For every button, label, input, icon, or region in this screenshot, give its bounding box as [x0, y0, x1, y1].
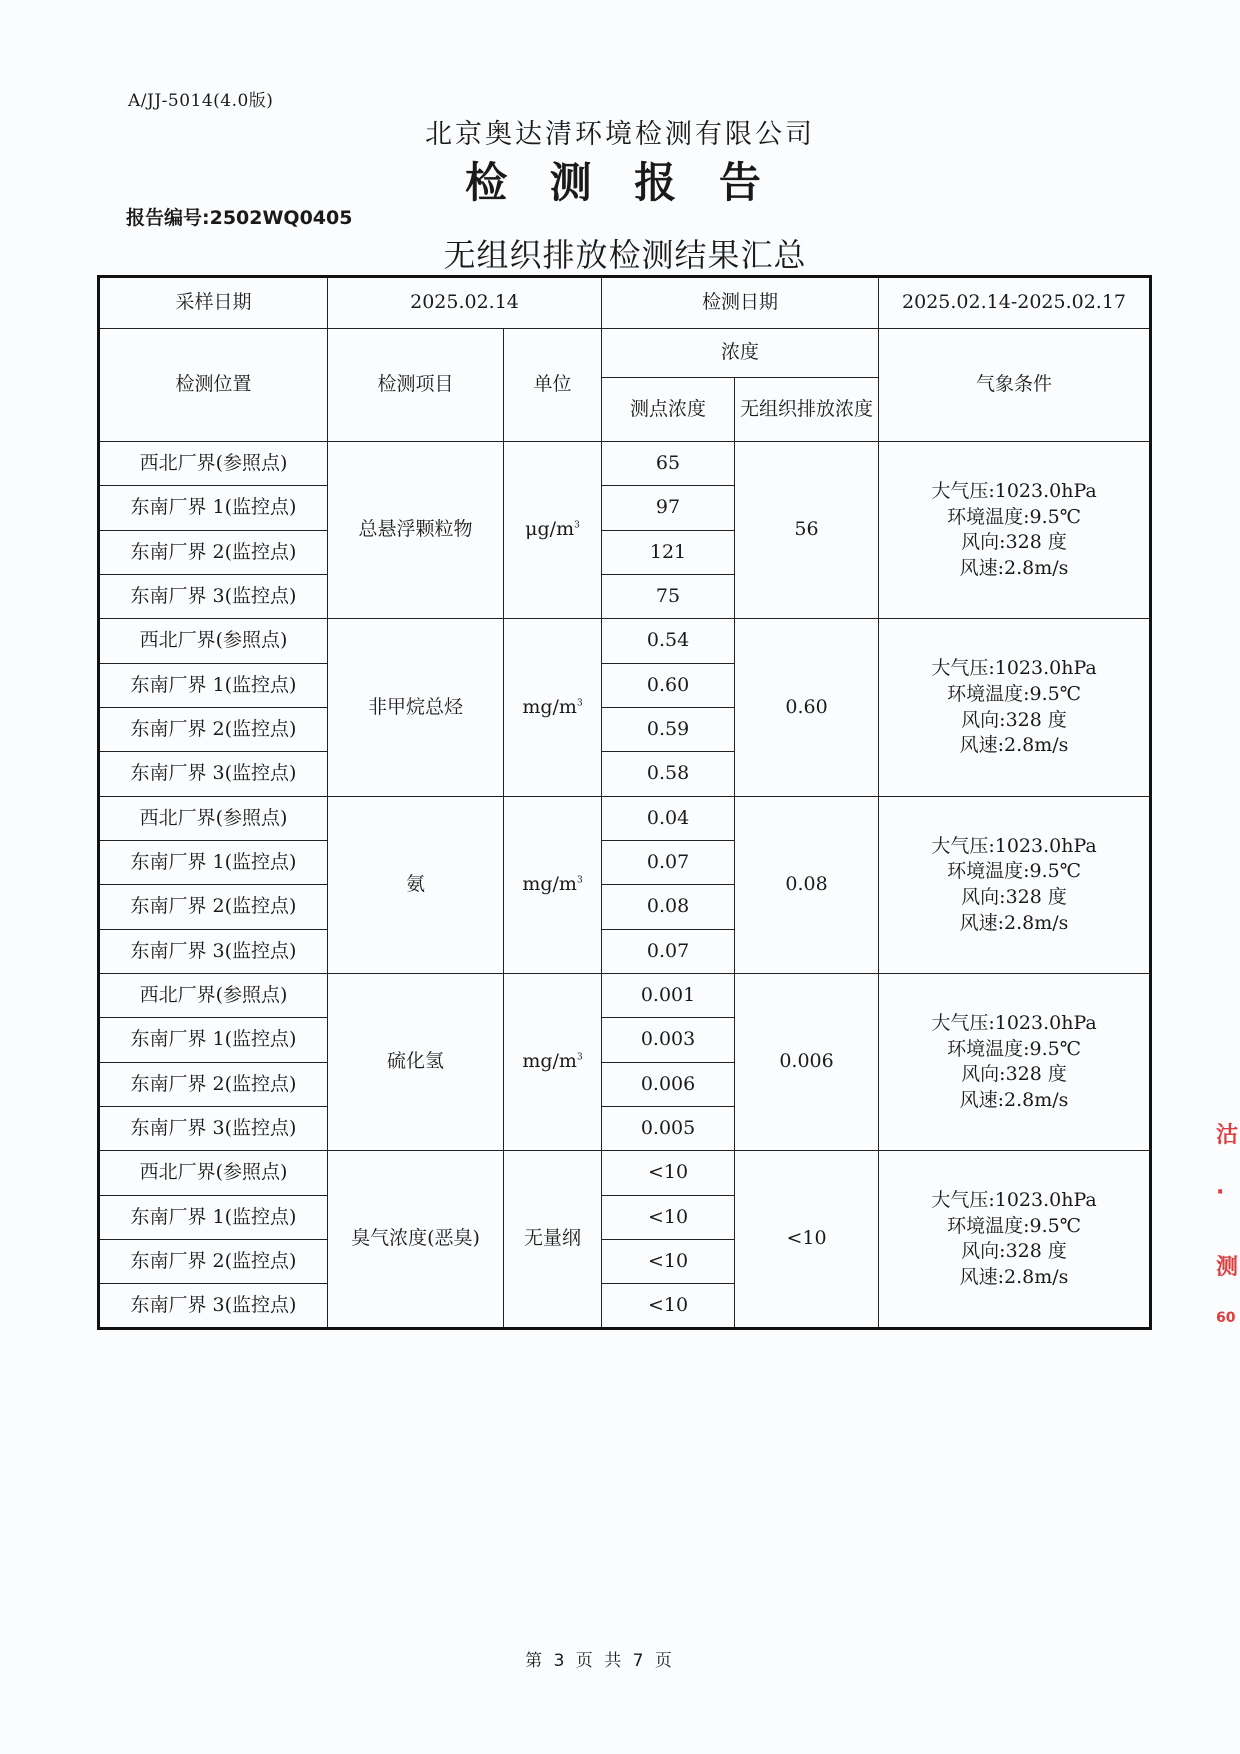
report-title: 检 测 报 告	[465, 158, 775, 207]
point-concentration-cell: 75	[602, 575, 735, 619]
fugitive-concentration-cell: 56	[735, 442, 879, 619]
test-item-cell: 非甲烷总烃	[328, 619, 504, 796]
point-concentration-cell: 65	[602, 442, 735, 486]
weather-line: 环境温度:9.5℃	[947, 1214, 1081, 1237]
report-number: 报告编号:2502WQ0405	[126, 207, 353, 229]
weather-line: 环境温度:9.5℃	[947, 682, 1081, 705]
location-cell: 东南厂界 1(监控点)	[99, 486, 328, 530]
location-cell: 西北厂界(参照点)	[99, 974, 328, 1018]
weather-line: 环境温度:9.5℃	[947, 860, 1081, 883]
unit-superscript: 3	[576, 1053, 583, 1064]
location-cell: 西北厂界(参照点)	[99, 796, 328, 840]
point-concentration-cell: 0.005	[602, 1107, 735, 1151]
table-row	[99, 1151, 1151, 1195]
weather-line: 风速:2.8m/s	[959, 556, 1069, 579]
weather-line: 风速:2.8m/s	[959, 1265, 1069, 1288]
point-concentration-cell: <10	[602, 1240, 735, 1284]
header-fugitive-concentration: 无组织排放浓度	[735, 377, 879, 441]
unit-text: mg/m	[522, 1050, 577, 1073]
header-row-1	[99, 329, 1151, 378]
location-cell: 西北厂界(参照点)	[99, 619, 328, 663]
fugitive-concentration-cell: 0.60	[735, 619, 879, 796]
location-cell: 东南厂界 2(监控点)	[99, 1240, 328, 1284]
test-date: 2025.02.14-2025.02.17	[879, 277, 1151, 329]
unit-text: mg/m	[522, 695, 577, 718]
location-cell: 东南厂界 3(监控点)	[99, 1284, 328, 1329]
header-concentration: 浓度	[602, 329, 879, 378]
unit-superscript: 3	[574, 521, 580, 532]
unit-superscript: 3	[576, 698, 583, 709]
location-cell: 东南厂界 2(监控点)	[99, 1062, 328, 1106]
header-weather: 气象条件	[879, 329, 1151, 442]
weather-cell	[879, 1151, 1151, 1329]
weather-line: 大气压:1023.0hPa	[931, 480, 1097, 503]
weather-line: 大气压:1023.0hPa	[931, 1188, 1097, 1211]
weather-line: 风向:328 度	[961, 1063, 1067, 1086]
location-cell: 东南厂界 3(监控点)	[99, 575, 328, 619]
point-concentration-cell: 0.07	[602, 929, 735, 973]
unit-text: 无量纲	[524, 1227, 582, 1250]
point-concentration-cell: 0.58	[602, 752, 735, 796]
weather-line: 环境温度:9.5℃	[947, 1037, 1081, 1060]
test-item-cell: 硫化氢	[328, 974, 504, 1151]
location-cell: 东南厂界 3(监控点)	[99, 752, 328, 796]
location-cell: 西北厂界(参照点)	[99, 1151, 328, 1195]
weather-cell	[879, 619, 1151, 796]
location-cell: 西北厂界(参照点)	[99, 442, 328, 486]
location-cell: 东南厂界 2(监控点)	[99, 530, 328, 574]
unit-cell	[504, 796, 602, 973]
results-table	[97, 275, 1152, 1330]
location-cell: 东南厂界 1(监控点)	[99, 1195, 328, 1239]
fugitive-concentration-cell: 0.08	[735, 796, 879, 973]
point-concentration-cell: 0.001	[602, 974, 735, 1018]
red-seal-stamp: 沽 · 测 60	[1216, 1123, 1239, 1326]
test-item-cell: 臭气浓度(恶臭)	[328, 1151, 504, 1329]
sampling-date: 2025.02.14	[328, 277, 602, 329]
location-cell: 东南厂界 3(监控点)	[99, 1107, 328, 1151]
point-concentration-cell: 97	[602, 486, 735, 530]
point-concentration-cell: <10	[602, 1195, 735, 1239]
date-row	[99, 277, 1151, 329]
document-code: A/JJ-5014(4.0版)	[128, 91, 274, 111]
weather-line: 大气压:1023.0hPa	[931, 1011, 1097, 1034]
location-cell: 东南厂界 2(监控点)	[99, 708, 328, 752]
point-concentration-cell: 0.07	[602, 841, 735, 885]
point-concentration-cell: <10	[602, 1151, 735, 1195]
summary-title: 无组织排放检测结果汇总	[443, 236, 807, 274]
unit-cell	[504, 442, 602, 619]
weather-cell	[879, 974, 1151, 1151]
test-item-cell: 氨	[328, 796, 504, 973]
weather-cell	[879, 442, 1151, 619]
unit-cell	[504, 619, 602, 796]
unit-superscript: 3	[576, 875, 583, 886]
weather-line: 大气压:1023.0hPa	[931, 834, 1097, 857]
weather-line: 大气压:1023.0hPa	[931, 657, 1097, 680]
point-concentration-cell: 0.003	[602, 1018, 735, 1062]
header-unit: 单位	[504, 329, 602, 442]
unit-text: mg/m	[522, 873, 577, 896]
header-location: 检测位置	[99, 329, 328, 442]
weather-line: 风速:2.8m/s	[959, 911, 1069, 934]
header-point-concentration: 测点浓度	[602, 377, 735, 441]
header-item: 检测项目	[328, 329, 504, 442]
unit-cell	[504, 974, 602, 1151]
weather-line: 风速:2.8m/s	[959, 734, 1069, 757]
fugitive-concentration-cell: 0.006	[735, 974, 879, 1151]
weather-line: 风向:328 度	[961, 1240, 1067, 1263]
point-concentration-cell: 0.54	[602, 619, 735, 663]
point-concentration-cell: <10	[602, 1284, 735, 1329]
point-concentration-cell: 0.08	[602, 885, 735, 929]
sampling-date-label: 采样日期	[99, 277, 328, 329]
table-row	[99, 796, 1151, 840]
fugitive-concentration-cell: <10	[735, 1151, 879, 1329]
point-concentration-cell: 0.006	[602, 1062, 735, 1106]
location-cell: 东南厂界 2(监控点)	[99, 885, 328, 929]
location-cell: 东南厂界 3(监控点)	[99, 929, 328, 973]
unit-cell	[504, 1151, 602, 1329]
weather-line: 风向:328 度	[961, 708, 1067, 731]
table-row	[99, 619, 1151, 663]
company-name: 北京奥达清环境检测有限公司	[425, 119, 815, 150]
point-concentration-cell: 0.59	[602, 708, 735, 752]
location-cell: 东南厂界 1(监控点)	[99, 663, 328, 707]
test-date-label: 检测日期	[602, 277, 879, 329]
location-cell: 东南厂界 1(监控点)	[99, 1018, 328, 1062]
table-row	[99, 442, 1151, 486]
page-number: 第 3 页 共 7 页	[525, 1651, 675, 1671]
point-concentration-cell: 121	[602, 530, 735, 574]
test-item-cell: 总悬浮颗粒物	[328, 442, 504, 619]
weather-line: 环境温度:9.5℃	[947, 505, 1081, 528]
weather-line: 风向:328 度	[961, 531, 1067, 554]
location-cell: 东南厂界 1(监控点)	[99, 841, 328, 885]
point-concentration-cell: 0.04	[602, 796, 735, 840]
weather-cell	[879, 796, 1151, 973]
table-row	[99, 974, 1151, 1018]
point-concentration-cell: 0.60	[602, 663, 735, 707]
unit-text: μg/m	[525, 518, 575, 541]
weather-line: 风向:328 度	[961, 885, 1067, 908]
weather-line: 风速:2.8m/s	[959, 1088, 1069, 1111]
